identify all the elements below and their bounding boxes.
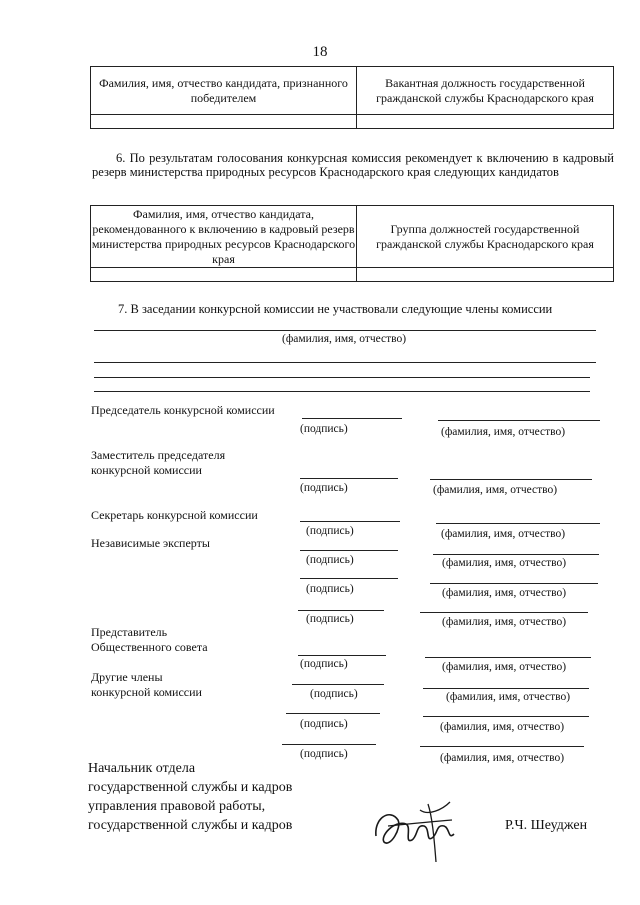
fio-line[interactable] xyxy=(420,612,588,613)
fio-hint: (фамилия, имя, отчество) xyxy=(442,661,567,673)
fio-line[interactable] xyxy=(430,583,598,584)
fio-hint: (фамилия, имя, отчество) xyxy=(440,752,565,764)
fio-line[interactable] xyxy=(433,554,599,555)
absent-member-line[interactable] xyxy=(94,330,596,331)
signature-hint: (подпись) xyxy=(300,748,348,760)
fio-hint: (фамилия, имя, отчество) xyxy=(441,528,566,540)
fio-hint: (фамилия, имя, отчество) xyxy=(446,691,571,703)
signature-line[interactable] xyxy=(298,610,384,611)
item-6-text: 6. По результатам голосования конкурсная комиссия рекомендует к включению в кадровый резерв министерства природных ресурсов Краснодарского края следующих кандидатов xyxy=(92,151,614,179)
reserve-table-header-name: Фамилия, имя, отчество кандидата, рекомендованного к включению в кадровый резерв министерства природных ресурсов Краснодарского края xyxy=(91,206,356,266)
signature-line[interactable] xyxy=(300,578,398,579)
role-deputy-line-2: конкурсной комиссии xyxy=(91,463,202,477)
signature-line[interactable] xyxy=(302,418,402,419)
winner-table-empty-cell[interactable] xyxy=(91,115,357,129)
signature-line[interactable] xyxy=(292,684,384,685)
fio-hint: (фамилия, имя, отчество) xyxy=(442,587,567,599)
winner-table-header-name: Фамилия, имя, отчество кандидата, признанного победителем xyxy=(91,67,357,115)
fio-hint: (фамилия, имя, отчество) xyxy=(440,721,565,733)
signature-line[interactable] xyxy=(298,655,386,656)
winner-table-empty-cell[interactable] xyxy=(357,115,614,129)
item-7-text: 7. В заседании конкурсной комиссии не участвовали следующие члены комиссии xyxy=(118,302,553,316)
signature-hint: (подпись) xyxy=(306,613,354,625)
fio-hint: (фамилия, имя, отчество) xyxy=(442,616,567,628)
signature-line[interactable] xyxy=(282,744,376,745)
signature-scribble-icon xyxy=(368,796,468,866)
signature-hint: (подпись) xyxy=(300,482,348,494)
page-number: 18 xyxy=(312,44,328,60)
fio-line[interactable] xyxy=(430,479,592,480)
role-other-line-2: конкурсной комиссии xyxy=(91,685,202,699)
role-deputy-line-1: Заместитель председателя xyxy=(91,448,226,462)
absent-member-line[interactable] xyxy=(94,362,596,363)
handwritten-signature xyxy=(368,796,468,866)
fio-line[interactable] xyxy=(423,688,589,689)
fio-line[interactable] xyxy=(423,716,589,717)
absent-member-line[interactable] xyxy=(94,377,590,378)
signature-line[interactable] xyxy=(300,521,400,522)
signature-hint: (подпись) xyxy=(300,718,348,730)
fio-line[interactable] xyxy=(436,523,600,524)
winner-table xyxy=(90,66,614,129)
fio-hint: (фамилия, имя, отчество) xyxy=(282,333,407,345)
signature-line[interactable] xyxy=(300,478,398,479)
signature-hint: (подпись) xyxy=(300,658,348,670)
role-public-line-1: Представитель xyxy=(91,625,168,639)
reserve-table-empty-cell[interactable] xyxy=(357,268,614,282)
absent-member-line[interactable] xyxy=(94,391,590,392)
signature-line[interactable] xyxy=(286,713,380,714)
reserve-table-empty-cell[interactable] xyxy=(91,268,357,282)
signer-position: Начальник отдела государственной службы и кадров управления правовой работы, государственной службы и кадров xyxy=(88,761,293,833)
signature-hint: (подпись) xyxy=(310,688,358,700)
fio-hint: (фамилия, имя, отчество) xyxy=(441,426,566,438)
signature-line[interactable] xyxy=(300,550,398,551)
fio-hint: (фамилия, имя, отчество) xyxy=(442,557,567,569)
fio-hint: (фамилия, имя, отчество) xyxy=(433,484,558,496)
winner-table-header-position: Вакантная должность государственной гражданской службы Краснодарского края xyxy=(357,67,614,115)
role-secretary: Секретарь конкурсной комиссии xyxy=(91,508,258,522)
reserve-table xyxy=(90,205,614,282)
role-experts: Независимые эксперты xyxy=(91,536,210,550)
signature-hint: (подпись) xyxy=(306,525,354,537)
fio-line[interactable] xyxy=(438,420,600,421)
fio-line[interactable] xyxy=(425,657,591,658)
role-chairman: Председатель конкурсной комиссии xyxy=(91,403,275,417)
role-public-line-2: Общественного совета xyxy=(91,640,208,654)
reserve-table-header-group: Группа должностей государственной гражданской службы Краснодарского края xyxy=(357,206,614,268)
signature-hint: (подпись) xyxy=(306,554,354,566)
signature-hint: (подпись) xyxy=(300,423,348,435)
signature-hint: (подпись) xyxy=(306,583,354,595)
role-other-line-1: Другие члены xyxy=(91,670,163,684)
fio-line[interactable] xyxy=(420,746,584,747)
signer-name: Р.Ч. Шеуджен xyxy=(505,818,588,833)
